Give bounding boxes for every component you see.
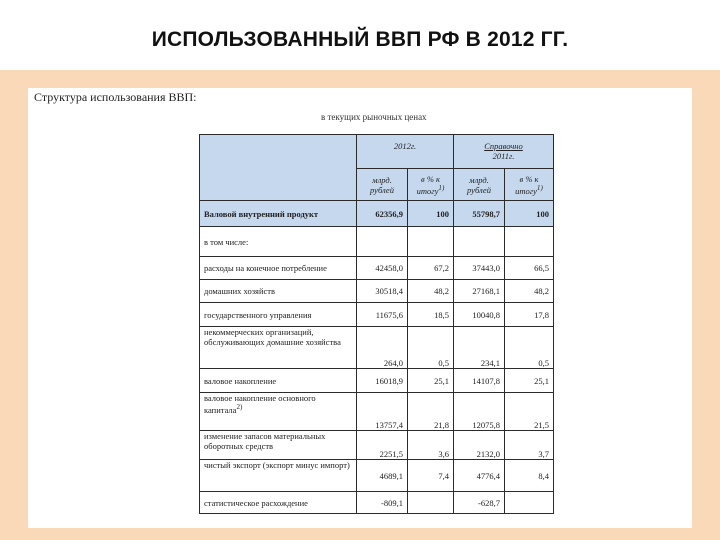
table-row: [200, 327, 554, 369]
cell-v2012: 2251,5: [357, 431, 408, 460]
cell-v2011: 27168,1: [454, 280, 505, 303]
cell-v2011: 10040,8: [454, 303, 505, 327]
cell-v2011: 14107,8: [454, 369, 505, 393]
cell-p2011: 3,7: [505, 431, 554, 460]
cell-p2012: 3,6: [408, 431, 454, 460]
table-body: [200, 201, 554, 514]
cell-p2012: 21,8: [408, 393, 454, 431]
cell-p2012: [408, 227, 454, 257]
cell-v2011: 234,1: [454, 327, 505, 369]
table-row: [200, 369, 554, 393]
table-header-years: [200, 135, 554, 169]
row-label: валовое накопление: [200, 369, 357, 393]
row-label: изменение запасов материальных оборотных средств: [200, 431, 357, 460]
cell-v2011: 2132,0: [454, 431, 505, 460]
cell-v2012: 264,0: [357, 327, 408, 369]
table-row: [200, 280, 554, 303]
cell-p2011: 8,4: [505, 460, 554, 492]
header-blank-cell: [200, 135, 357, 201]
document-image: [28, 88, 692, 528]
cell-p2011: 48,2: [505, 280, 554, 303]
cell-p2011: 21,5: [505, 393, 554, 431]
cell-p2011: 25,1: [505, 369, 554, 393]
cell-p2011: 17,8: [505, 303, 554, 327]
gdp-structure-table: [199, 134, 554, 514]
header-reference-label: Справочно: [484, 141, 523, 151]
row-label: валовое накопление основного капитала$^{2)}$: [200, 393, 357, 431]
cell-v2012: -809,1: [357, 492, 408, 514]
table-row: [200, 393, 554, 431]
header-bln-rub-2011: млрд. рублей: [454, 169, 505, 201]
cell-v2011: 12075,8: [454, 393, 505, 431]
row-label: в том числе:: [200, 227, 357, 257]
document-title: Структура использования ВВП:: [34, 90, 197, 104]
row-label: государственного управления: [200, 303, 357, 327]
cell-p2011: [505, 227, 554, 257]
cell-v2011: [454, 227, 505, 257]
cell-p2012: [408, 492, 454, 514]
cell-p2011: 100: [505, 201, 554, 227]
table-row: [200, 431, 554, 460]
slide-title: ИСПОЛЬЗОВАННЫЙ ВВП РФ В 2012 ГГ.: [151, 28, 569, 51]
row-label: некоммерческих организаций, обслуживающих домашние хозяйства: [200, 327, 357, 369]
cell-p2012: 48,2: [408, 280, 454, 303]
cell-p2011: 0,5: [505, 327, 554, 369]
cell-p2012: 7,4: [408, 460, 454, 492]
header-bln-rub-2012: млрд. рублей: [357, 169, 408, 201]
cell-p2012: 0,5: [408, 327, 454, 369]
row-label: домашних хозяйств: [200, 280, 357, 303]
cell-p2012: 25,1: [408, 369, 454, 393]
cell-v2011: -628,7: [454, 492, 505, 514]
table-row: [200, 303, 554, 327]
cell-v2012: 42458,0: [357, 257, 408, 280]
row-label: статистическое расхождение: [200, 492, 357, 514]
document-subtitle: в текущих рыночных ценах: [321, 112, 427, 122]
header-pct-2012: в % к итогу$^{1)}$: [408, 169, 454, 201]
cell-v2012: 11675,6: [357, 303, 408, 327]
row-footnote: 2): [236, 403, 243, 411]
cell-p2011: [505, 492, 554, 514]
cell-v2011: 4776,4: [454, 460, 505, 492]
table-row: [200, 227, 554, 257]
header-2012: 2012г.: [357, 135, 454, 169]
header-pct-2011: в % к итогу$^{1)}$: [505, 169, 554, 201]
cell-p2011: 66,5: [505, 257, 554, 280]
header-reference-year: 2011г.: [492, 151, 515, 161]
cell-p2012: 67,2: [408, 257, 454, 280]
cell-v2012: 4689,1: [357, 460, 408, 492]
cell-p2012: 18,5: [408, 303, 454, 327]
cell-v2011: 55798,7: [454, 201, 505, 227]
cell-v2012: 13757,4: [357, 393, 408, 431]
cell-p2012: 100: [408, 201, 454, 227]
row-label: расходы на конечное потребление: [200, 257, 357, 280]
table-row: [200, 201, 554, 227]
cell-v2011: 37443,0: [454, 257, 505, 280]
cell-v2012: 62356,9: [357, 201, 408, 227]
cell-v2012: 30518,4: [357, 280, 408, 303]
cell-v2012: [357, 227, 408, 257]
table-row: [200, 492, 554, 514]
header-reference-2011: [454, 135, 554, 169]
table-row: [200, 257, 554, 280]
row-label: чистый экспорт (экспорт минус импорт): [200, 460, 357, 492]
row-label: Валовой внутренний продукт: [200, 201, 357, 227]
cell-v2012: 16018,9: [357, 369, 408, 393]
table-row: [200, 460, 554, 492]
